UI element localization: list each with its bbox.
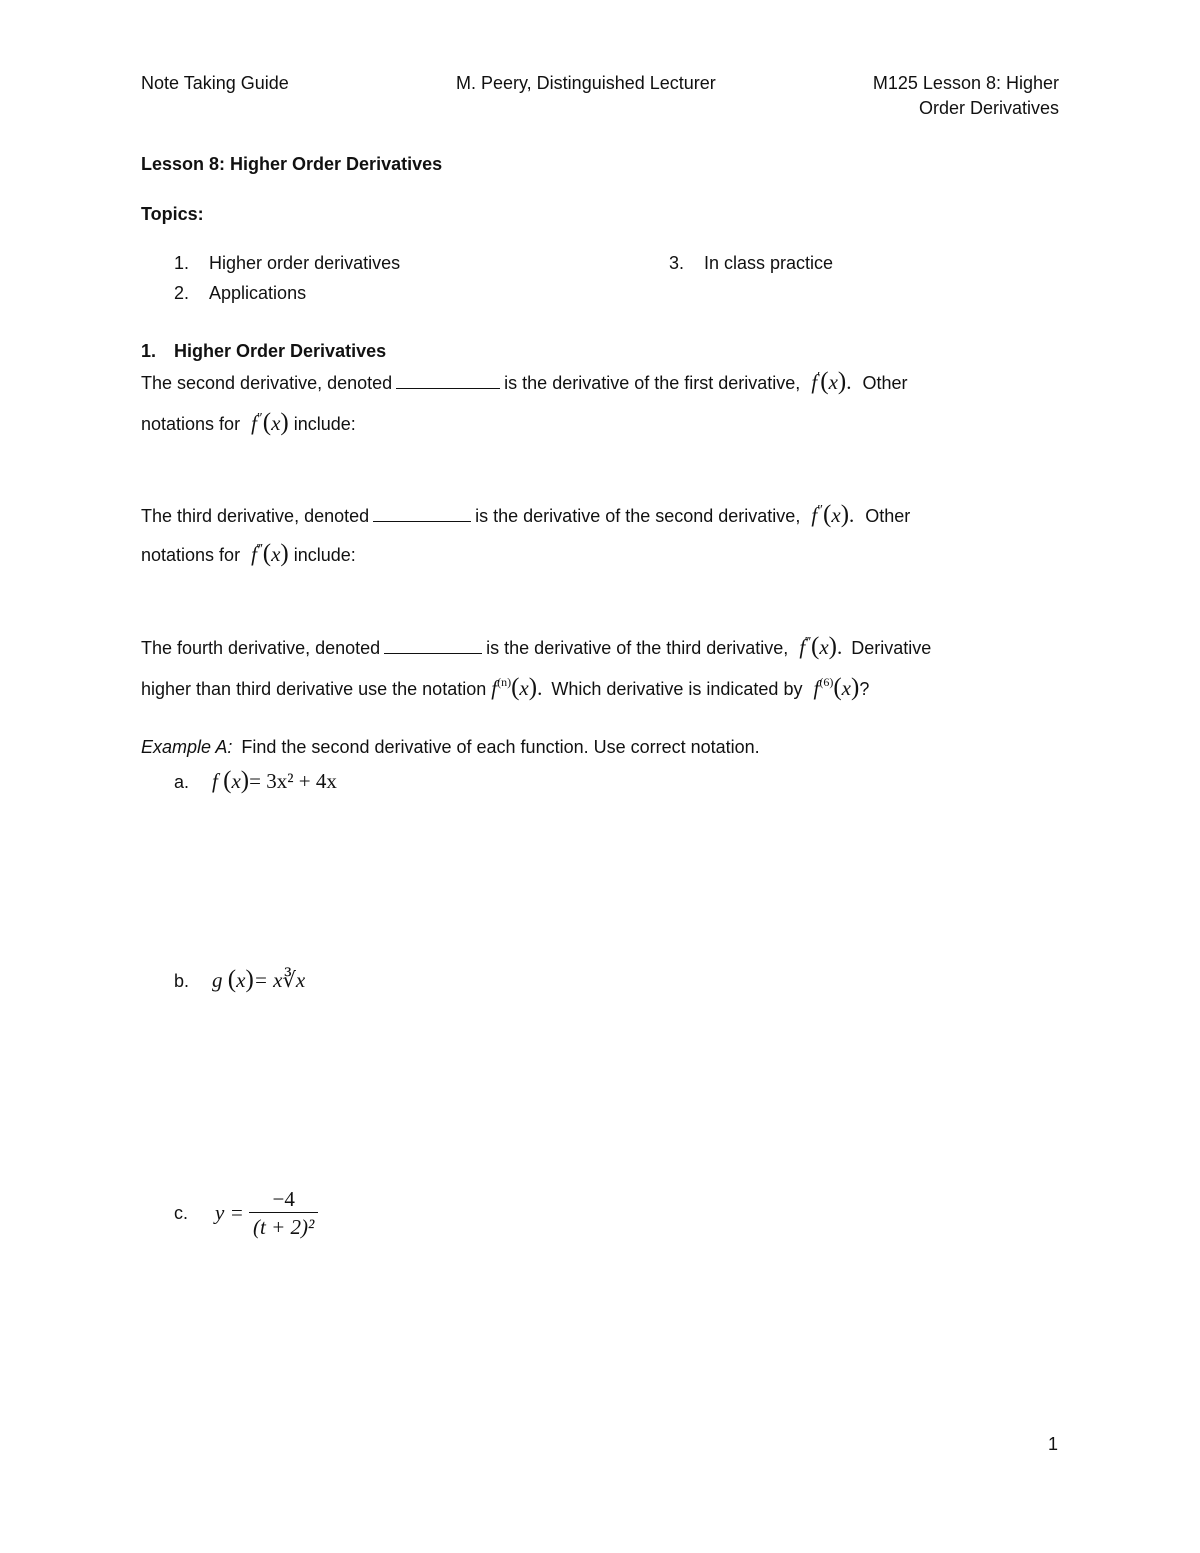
paren: ( [511, 674, 520, 701]
text: Other [865, 506, 911, 526]
math-symbol: f [811, 370, 818, 394]
paren: ( [823, 501, 832, 528]
equation-c [215, 1187, 318, 1239]
text: is the derivative of the third derivative, [486, 638, 789, 658]
header-right-line1: M125 Lesson 8: Higher [872, 73, 1059, 93]
topic-item-2 [174, 283, 306, 304]
answer-blank [396, 370, 500, 389]
math-symbol: x [271, 542, 281, 566]
section-number: 1. [141, 341, 157, 361]
paren: ( [820, 368, 829, 395]
section-title: Higher Order Derivatives [174, 341, 387, 361]
header-right-line2: Order Derivatives [918, 98, 1059, 118]
paren: ( [262, 409, 272, 436]
prime-mark: ″ [817, 503, 824, 518]
item-letter: a. [174, 772, 190, 792]
equation-a [212, 769, 337, 793]
second-derivative-line2 [141, 409, 356, 437]
paren: ) [280, 540, 289, 567]
math-symbol: x [828, 370, 838, 394]
math-symbol: f [811, 503, 818, 527]
text: The fourth derivative, denoted [141, 638, 381, 658]
text: ? [859, 679, 870, 699]
equation-rhs: = 3x² + 4x [249, 769, 337, 793]
third-derivative-line2 [141, 540, 356, 568]
paren: ) [850, 674, 860, 701]
paren: ( [833, 674, 842, 701]
topic-item-1 [174, 253, 400, 274]
item-letter: b. [174, 971, 190, 991]
paren: ) [837, 368, 847, 395]
text: is the derivative of the second derivative, [475, 506, 801, 526]
math-symbol: x [831, 503, 841, 527]
math-f-triple-prime-x [799, 635, 842, 659]
prime-mark: ′ [817, 370, 821, 385]
paren: ) [840, 501, 850, 528]
example-instruction: Find the second derivative of each function. Use correct notation. [241, 737, 760, 757]
text: is the derivative of the first derivative, [504, 373, 801, 393]
example-item-b [174, 966, 305, 994]
text: include: [293, 545, 356, 565]
topic-label: Applications [209, 283, 307, 303]
math-symbol: x [231, 769, 241, 793]
math-symbol: f [491, 676, 498, 700]
paren: ) [240, 767, 250, 794]
paren: ( [811, 633, 820, 660]
fraction-numerator: −4 [272, 1187, 295, 1211]
text: include: [293, 414, 356, 434]
prime-mark: ‴ [805, 635, 812, 650]
paren: ) [245, 966, 254, 993]
math-f-double-prime-x [811, 503, 854, 527]
section-heading [141, 341, 386, 362]
paren: ) [828, 633, 837, 660]
math-f-n-x [491, 676, 542, 700]
header-left: Note Taking Guide [141, 73, 289, 93]
math-f-triple-prime-x [251, 542, 289, 566]
topics-label: Topics: [141, 204, 204, 224]
lesson-title: Lesson 8: Higher Order Derivatives [141, 154, 443, 174]
equation-lhs: y = [215, 1201, 244, 1225]
topic-number: 2. [174, 283, 190, 303]
equation-rhs: = x∛x [253, 968, 306, 992]
math-symbol: f [212, 769, 218, 793]
math-symbol: f [799, 635, 806, 659]
header-center: M. Peery, Distinguished Lecturer [456, 73, 716, 93]
text: The third derivative, denoted [141, 506, 370, 526]
paren: ) [528, 674, 538, 701]
topic-number: 1. [174, 253, 190, 273]
paren: ) [280, 409, 289, 436]
math-symbol: f [251, 542, 257, 566]
math-f-prime-x [811, 370, 851, 394]
paren: ( [262, 540, 272, 567]
example-item-a [174, 767, 337, 795]
math-symbol: x [519, 676, 529, 700]
prime-mark: ‴ [256, 542, 263, 557]
text: Other [862, 373, 908, 393]
prime-mark: ″ [256, 411, 263, 426]
text: notations for [141, 545, 241, 565]
topic-label: Higher order derivatives [209, 253, 401, 273]
answer-blank [373, 503, 471, 522]
order-superscript: (n) [497, 675, 512, 689]
paren: ( [223, 767, 232, 794]
math-f-double-prime-x [251, 411, 289, 435]
third-derivative-line1 [141, 501, 910, 529]
page-number: 1 [1047, 1434, 1058, 1454]
text: higher than third derivative use the notation [141, 679, 487, 699]
equation-b [212, 968, 305, 992]
paren: ( [227, 966, 237, 993]
fourth-derivative-line1 [141, 633, 931, 661]
math-symbol: g [212, 968, 223, 992]
math-symbol: x [271, 411, 281, 435]
math-symbol: f [251, 411, 257, 435]
period: . [837, 635, 843, 659]
topic-label: In class practice [704, 253, 834, 273]
topic-item-3 [669, 253, 833, 274]
header-right [873, 73, 1059, 119]
math-symbol: x [819, 635, 829, 659]
period: . [849, 503, 855, 527]
math-symbol: f [813, 676, 820, 700]
text: Which derivative is indicated by [551, 679, 803, 699]
text: The second derivative, denoted [141, 373, 393, 393]
order-superscript: (6) [819, 675, 834, 689]
example-item-c [174, 1187, 318, 1240]
topic-number: 3. [669, 253, 685, 273]
text: notations for [141, 414, 241, 434]
fourth-derivative-line2 [141, 674, 869, 702]
example-heading [141, 737, 760, 758]
example-label: Example A: [141, 737, 233, 757]
math-symbol: x [841, 676, 851, 700]
fraction [249, 1187, 318, 1240]
answer-blank [384, 635, 482, 654]
period: . [537, 676, 543, 700]
text: Derivative [851, 638, 932, 658]
math-symbol: x [236, 968, 246, 992]
period: . [846, 370, 852, 394]
second-derivative-line1 [141, 368, 908, 396]
item-letter: c. [174, 1203, 189, 1223]
math-f-6-x [813, 676, 859, 700]
fraction-denominator: (t + 2)² [249, 1212, 318, 1240]
